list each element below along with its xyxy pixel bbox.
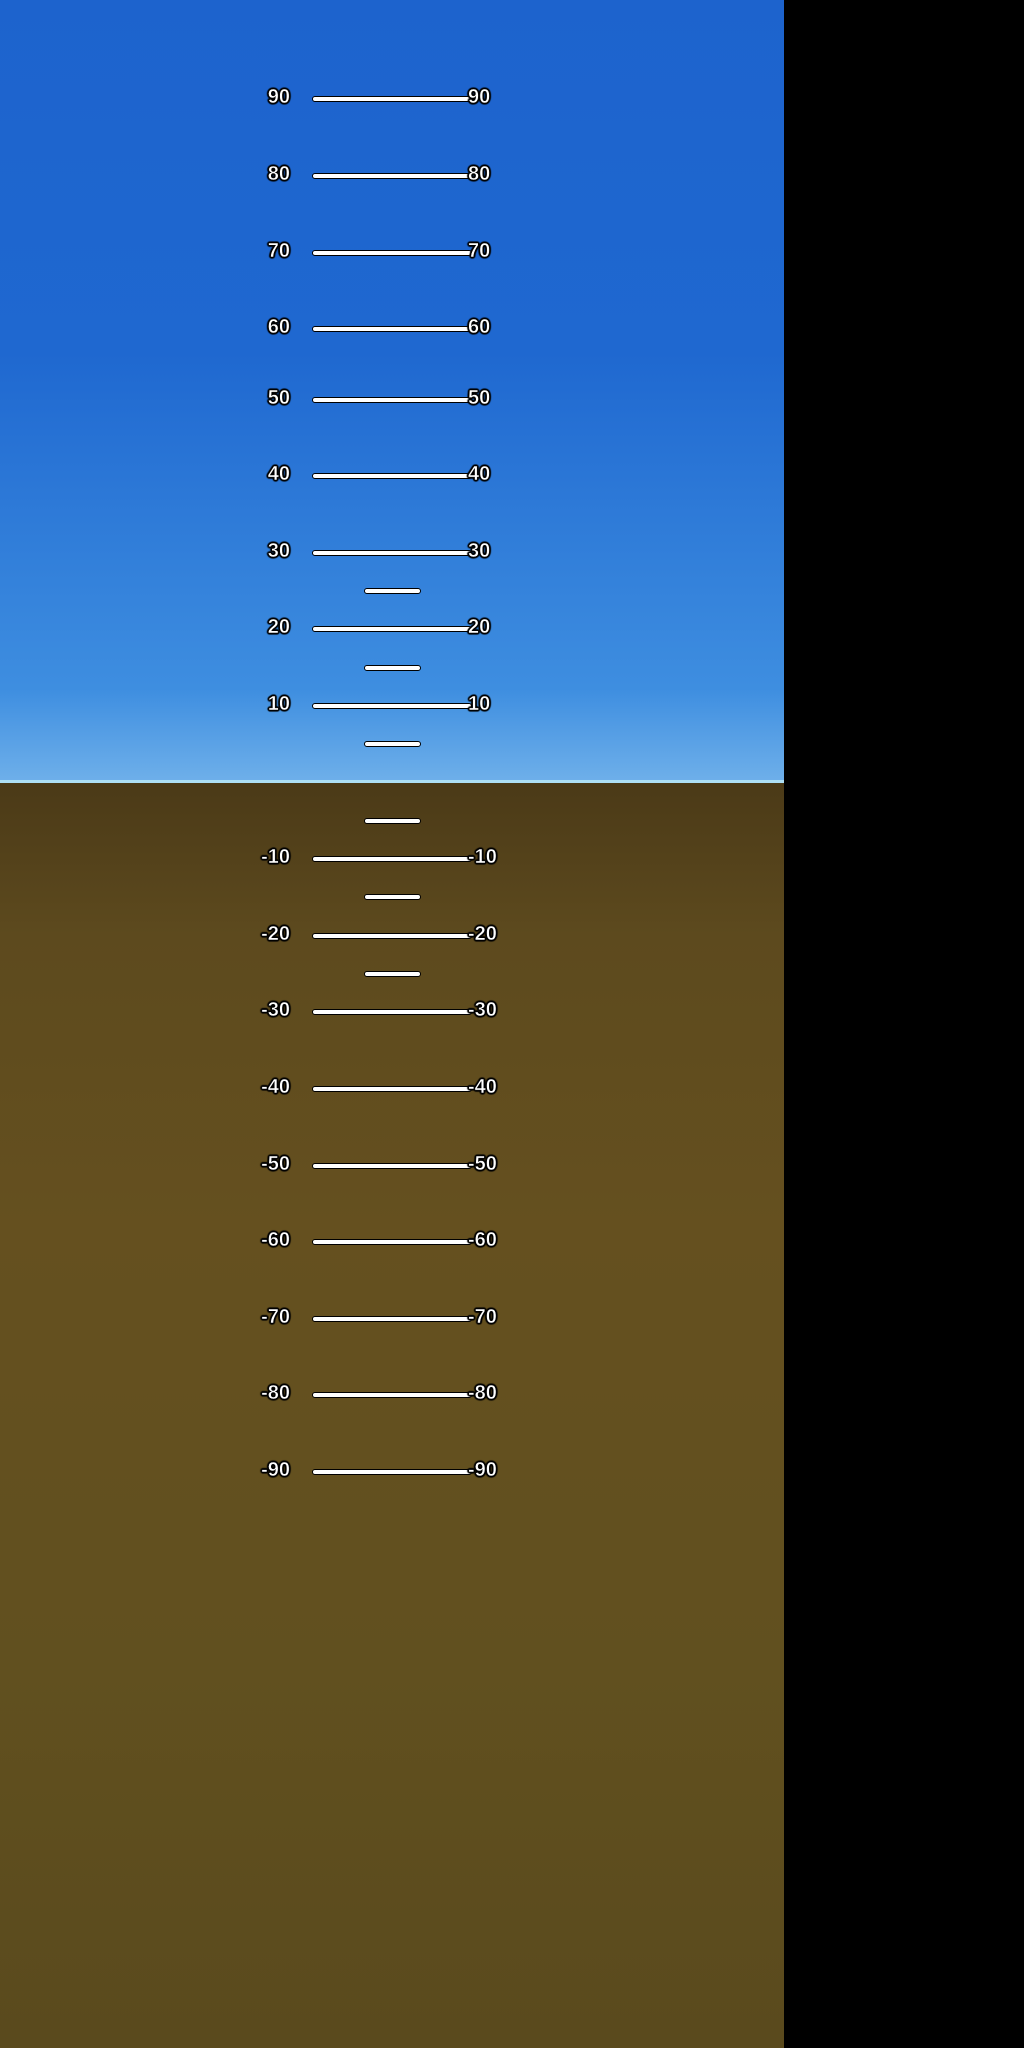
pitch-label-left: -20 — [261, 923, 290, 945]
pitch-label-right: -60 — [468, 1229, 497, 1251]
pitch-label-right: 60 — [468, 316, 491, 338]
pitch-label-left: 80 — [267, 163, 290, 185]
pitch-label-right: 30 — [468, 540, 491, 562]
pitch-label-right: -70 — [468, 1306, 497, 1328]
pitch-bar-minor — [364, 665, 421, 671]
pitch-bar-major — [312, 626, 472, 632]
pitch-label-right: -20 — [468, 923, 497, 945]
pitch-label-right: -80 — [468, 1382, 497, 1404]
pitch-bar-minor — [364, 818, 421, 824]
pitch-label-left: 70 — [267, 240, 290, 262]
pitch-bar-major — [312, 173, 472, 179]
pitch-bar-major — [312, 473, 472, 479]
pitch-bar-major — [312, 96, 472, 102]
pitch-bar-major — [312, 1239, 472, 1245]
pitch-bar-major — [312, 326, 472, 332]
pitch-bar-major — [312, 933, 472, 939]
pitch-label-left: -10 — [261, 846, 290, 868]
pitch-bar-major — [312, 703, 472, 709]
pitch-bar-minor — [364, 741, 421, 747]
pitch-label-right: -30 — [468, 999, 497, 1021]
pitch-bar-major — [312, 397, 472, 403]
pitch-label-left: -50 — [261, 1153, 290, 1175]
pitch-label-left: -90 — [261, 1459, 290, 1481]
pitch-label-left: 40 — [267, 463, 290, 485]
pitch-label-right: 40 — [468, 463, 491, 485]
pitch-bar-major — [312, 1469, 472, 1475]
pitch-bar-minor — [364, 971, 421, 977]
pitch-label-left: 30 — [267, 540, 290, 562]
pitch-label-right: -50 — [468, 1153, 497, 1175]
background-fill — [784, 0, 1024, 2048]
pitch-label-left: -70 — [261, 1306, 290, 1328]
pitch-label-left: -80 — [261, 1382, 290, 1404]
pitch-label-left: 60 — [267, 316, 290, 338]
pitch-label-right: 80 — [468, 163, 491, 185]
pitch-bar-major — [312, 856, 472, 862]
pitch-bar-minor — [364, 588, 421, 594]
pitch-label-right: 70 — [468, 240, 491, 262]
pitch-bar-major — [312, 250, 472, 256]
pitch-label-right: 20 — [468, 616, 491, 638]
pitch-label-right: -10 — [468, 846, 497, 868]
pitch-label-left: 20 — [267, 616, 290, 638]
pitch-label-left: -60 — [261, 1229, 290, 1251]
pitch-bar-major — [312, 1009, 472, 1015]
pitch-label-right: 10 — [468, 693, 491, 715]
pitch-label-right: -40 — [468, 1076, 497, 1098]
pitch-bar-major — [312, 1163, 472, 1169]
pitch-bar-minor — [364, 894, 421, 900]
pitch-label-right: -90 — [468, 1459, 497, 1481]
pitch-bar-major — [312, 1316, 472, 1322]
pitch-label-left: 50 — [267, 387, 290, 409]
pitch-label-right: 50 — [468, 387, 491, 409]
pitch-bar-major — [312, 1086, 472, 1092]
pitch-label-left: -30 — [261, 999, 290, 1021]
pitch-label-right: 90 — [468, 86, 491, 108]
pitch-bar-major — [312, 550, 472, 556]
pitch-bar-major — [312, 1392, 472, 1398]
pitch-label-left: -40 — [261, 1076, 290, 1098]
pitch-label-left: 90 — [267, 86, 290, 108]
pitch-label-left: 10 — [267, 693, 290, 715]
